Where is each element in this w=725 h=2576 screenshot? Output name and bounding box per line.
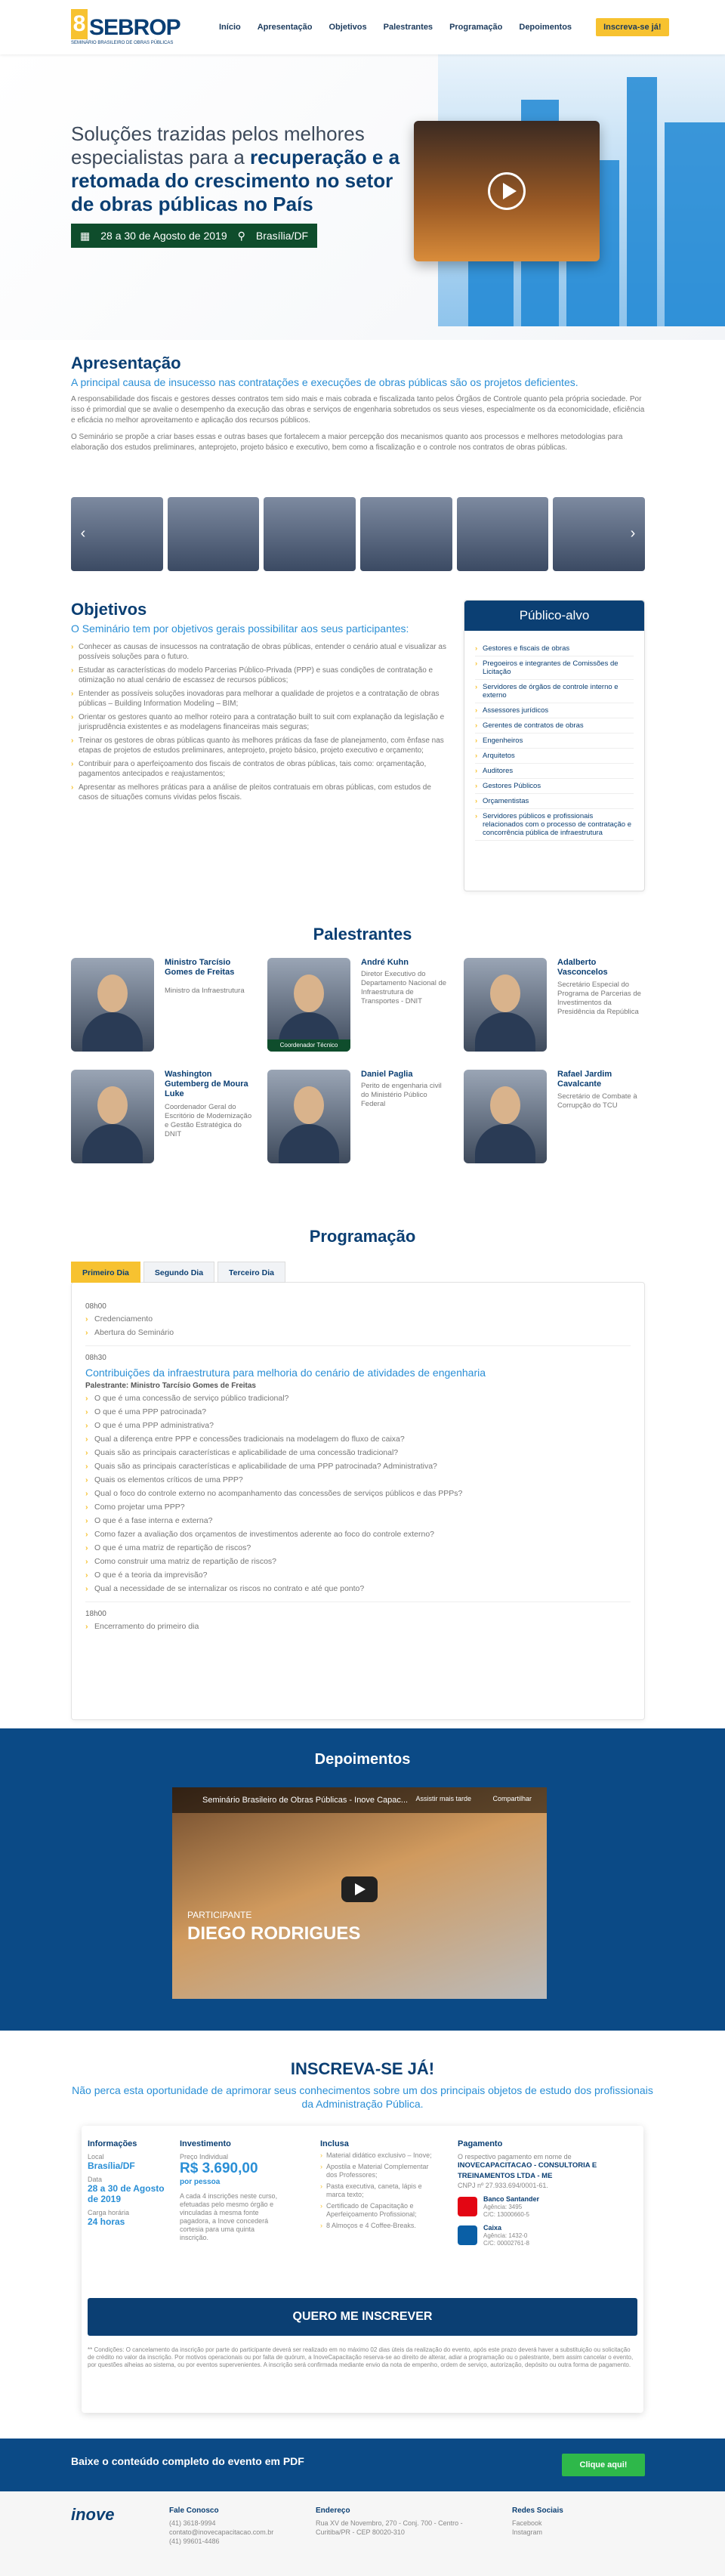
bank-name: Banco Santander [483, 2195, 540, 2203]
list-item: › Orientar os gestores quanto ao melhor roteiro para a contratação built to suit com explanação da legislação e jurisprudência existentes e as modelagens financeiras mais seguras; [71, 712, 449, 732]
price-label: Preço Individual [180, 2153, 229, 2161]
apresentacao-section [71, 354, 645, 453]
hero-date-badge [71, 224, 317, 248]
list-item: › Qual a necessidade de se internalizar os riscos no contrato e até que ponto? [85, 1583, 631, 1594]
price-note: A cada 4 inscrições neste curso, efetuadas pelo mesmo órgão e vinculadas à mesma fonte pagadora, a Inove concederá cortesia para uma quinta inscrição. [180, 2192, 278, 2241]
session-speaker: Palestrante: Ministro Tarcísio Gomes de Freitas [85, 1382, 256, 1390]
objetivos-subtitle: O Seminário tem por objetivos gerais possibilitar aos seus participantes: [71, 622, 409, 635]
list-item: › Material didático exclusivo – Inove; [320, 2151, 433, 2160]
hours-label: Carga horária [88, 2209, 130, 2216]
list-item: › Apresentar as melhores práticas para a análise de pleitos contratuais em obras públicas, com estudos de casos de situações comuns vividas pelos fiscais. [71, 783, 449, 802]
testimonial-video[interactable] [172, 1787, 547, 1999]
speaker-role: Diretor Executivo do Departamento Nacional de Infraestrutura de Transportes - DNIT [361, 970, 447, 1005]
info-title: Informações [88, 2139, 137, 2148]
logo[interactable] [71, 9, 180, 47]
speaker-card[interactable] [71, 1070, 252, 1168]
chevron-right-icon[interactable]: › [630, 525, 636, 542]
nav-programacao[interactable]: Programação [449, 23, 503, 32]
instagram-link[interactable]: Instagram [512, 2528, 543, 2536]
list-item: › Gestores e fiscais de obras [475, 641, 634, 656]
list-item: › Pregoeiros e integrantes de Comissões de Licitação [475, 656, 634, 680]
santander-icon [458, 2197, 477, 2216]
bank-agency: Agência: 1432-0 [483, 2232, 528, 2239]
tab-primeiro-dia[interactable]: Primeiro Dia [71, 1262, 140, 1283]
nav-inscreva-button[interactable]: Inscreva-se já! [596, 18, 668, 36]
footer-logo[interactable]: inove [71, 2505, 115, 2524]
conditions-text: ** Condições: O cancelamento da inscrição por parte do participante deverá ser realizado em no máximo 02 dias úteis da realização do evento, após este prazo deverá haver a substituição ou solicitação de crédito no valor da inscrição. Por motivos operacionais ou por falta de quórum, a InoveCapacitação reserva-se ao direito de alterar, adiar a programação ou o palestrante, bem assim cancelar o evento, por questões alheias ao sistema, ou por eventos supervenientes. A inscrição será confirmada mediante envio da nota de empenho, ordem de serviço, autorização, depósito ou outra forma de pagamento. [88, 2346, 634, 2368]
speaker-photo [71, 958, 154, 1052]
list-item: › O que é uma concessão de serviço público tradicional? [85, 1393, 631, 1404]
tab-terceiro-dia[interactable]: Terceiro Dia [218, 1262, 285, 1283]
date-value: 28 a 30 de Agosto de 2019 [88, 2183, 165, 2204]
speaker-name: Rafael Jardim Cavalcante [557, 1070, 612, 1089]
list-item: › O que é uma PPP administrativa? [85, 1420, 631, 1431]
list-item: › Treinar os gestores de obras públicas quanto às melhores práticas da fase de planejamento, com ênfase nas etapas de projetos de estudos preliminares, anteprojeto, projeto básico, projeto executivo e orçamento; [71, 736, 449, 755]
list-item: › Arquitetos [475, 749, 634, 764]
registration-card [82, 2126, 643, 2413]
speaker-name: André Kuhn [361, 958, 409, 967]
apresentacao-paragraph-2: O Seminário se propõe a criar bases essas e outras bases que fortalecem a maior percepção dos mecanismos quanto aos processos e melhores metodologias para elaboração dos estudos preliminares, anteprojeto, projeto básico e executivo, bem como a fiscalização e o controle nos contratos de obras públicas. [71, 433, 623, 452]
speaker-card[interactable] [464, 958, 645, 1056]
list-item: › Como projetar uma PPP? [85, 1502, 631, 1512]
schedule-panel [71, 1282, 645, 1720]
investimento-column [180, 2139, 278, 2242]
bank-agency: Agência: 3495 [483, 2204, 523, 2210]
speaker-photo [71, 1070, 154, 1163]
list-item: › Encerramento do primeiro dia [85, 1621, 631, 1632]
list-item: › Abertura do Seminário [85, 1327, 631, 1338]
list-item: › Servidores públicos e profissionais relacionados com o processo de contratação e concorrência pública de infraestrutura [475, 809, 634, 841]
hero-place: Brasília/DF [255, 230, 309, 242]
list-item: › Servidores de órgãos de controle interno e externo [475, 680, 634, 703]
tab-segundo-dia[interactable]: Segundo Dia [143, 1262, 214, 1283]
photo-gallery [71, 497, 645, 571]
publico-alvo-card [464, 600, 645, 891]
publico-alvo-title: Público-alvo [464, 601, 644, 631]
location-pin-icon: ⚲ [237, 230, 245, 242]
price-per: por pessoa [180, 2178, 221, 2186]
speaker-role: Coordenador Geral do Escritório de Modernização e Gestão Estratégica do DNIT [165, 1103, 252, 1138]
list-item: › Conhecer as causas de insucessos na contratação de obras públicas, entender o cenário atual e visualizar as possíveis soluções para o futuro. [71, 642, 449, 662]
phone-link[interactable]: (41) 3618-9994 [169, 2519, 216, 2527]
objetivos-section [71, 600, 449, 806]
footer-social-title: Redes Sociais [512, 2507, 563, 2515]
watch-later-button[interactable]: Assistir mais tarde [415, 1795, 471, 1802]
depoimentos-section [0, 1728, 725, 2031]
nav-objetivos[interactable]: Objetivos [329, 23, 367, 32]
programacao-title: Programação [309, 1227, 416, 1246]
list-item: › Contribuir para o aperfeiçoamento dos fiscais de contratos de obras públicas, tais como: orçamentação, pagamentos antecipados e reajustamentos; [71, 759, 449, 779]
address-text: Rua XV de Novembro, 270 - Conj. 700 - Centro - Curitiba/PR - CEP 80020-310 [316, 2519, 463, 2536]
speaker-name: Ministro Tarcísio Gomes de Freitas [165, 958, 235, 977]
speaker-photo [267, 958, 350, 1052]
logo-tagline: SEMINÁRIO BRASILEIRO DE OBRAS PÚBLICAS [71, 41, 174, 45]
nav-depoimentos[interactable]: Depoimentos [519, 23, 572, 32]
youtube-play-icon[interactable] [341, 1876, 378, 1902]
inscreva-subtitle: Não perca esta oportunidade de aprimorar seus conhecimentos sobre um dos principais objetos de estudo dos profissionais da Administração Pública. [72, 2084, 653, 2110]
list-item: › O que é a fase interna e externa? [85, 1515, 631, 1526]
list-item: › Qual o foco do controle externo no acompanhamento das concessões de serviços públicos e das PPPs? [85, 1488, 631, 1499]
list-item: › Engenheiros [475, 734, 634, 749]
speaker-photo [464, 958, 547, 1052]
coordenador-badge: Coordenador Técnico [267, 1039, 350, 1052]
pdf-banner [0, 2439, 725, 2491]
local-label: Local [88, 2153, 104, 2161]
list-item: › Certificado de Capacitação e Aperfeiçoamento Profissional; [320, 2202, 433, 2219]
caixa-icon [458, 2225, 477, 2245]
email-link[interactable]: contato@inovecapacitacao.com.br [169, 2528, 274, 2536]
speaker-role: Ministro da Infraestrutura [165, 987, 245, 995]
list-item: › Assessores jurídicos [475, 703, 634, 718]
footer-social [512, 2507, 618, 2537]
bank-account: C/C: 13000660-5 [483, 2211, 529, 2218]
nav-apresentacao[interactable]: Apresentação [257, 23, 313, 32]
list-item: › Pasta executiva, caneta, lápis e marca texto; [320, 2182, 433, 2199]
programacao-section [71, 1262, 645, 1720]
gallery-photo[interactable] [264, 497, 356, 571]
time: 08h30 [85, 1354, 106, 1362]
apresentacao-title: Apresentação [71, 354, 181, 372]
inclusa-title: Inclusa [320, 2139, 349, 2148]
speaker-role: Secretário de Combate à Corrupção do TCU [557, 1092, 637, 1110]
gallery-photo[interactable] [360, 497, 452, 571]
share-button[interactable]: Compartilhar [492, 1795, 532, 1802]
list-item: › O que é a teoria da imprevisão? [85, 1570, 631, 1580]
speaker-card[interactable] [267, 958, 449, 1056]
pdf-text: Baixe o conteúdo completo do evento em PDF [71, 2455, 304, 2467]
nav-palestrantes[interactable]: Palestrantes [383, 23, 433, 32]
pagamento-column [458, 2139, 631, 2253]
pdf-download-button[interactable]: Clique aqui! [562, 2454, 645, 2476]
info-column [88, 2139, 171, 2227]
objetivos-title: Objetivos [71, 600, 147, 619]
hero-date: 28 a 30 de Agosto de 2019 [100, 230, 227, 242]
main-nav [219, 20, 686, 35]
site-footer [0, 2491, 725, 2576]
speaker-role: Perito de engenharia civil do Ministério Público Federal [361, 1082, 442, 1108]
list-item: › 8 Almoços e 4 Coffee-Breaks. [320, 2222, 433, 2230]
speaker-card[interactable] [267, 1070, 449, 1168]
speaker-role: Secretário Especial do Programa de Parcerias de Investimentos da Presidência da República [557, 981, 641, 1016]
inclusa-column [320, 2139, 433, 2230]
list-item: › Credenciamento [85, 1314, 631, 1324]
apresentacao-paragraph-1: A responsabilidade dos fiscais e gestores desses contratos tem sido mais e mais cobrada e fiscalizada tanto pelos Órgãos de Controle quanto pela própria sociedade. Por isso é primordial que se avalie o desempenho da execução das obras e serviços de engenharia sobretudos os seus vieses, especialmente os da economicidade, eficiência e eficácia no melhor aproveitamento e aplicação dos recursos públicos. [71, 395, 645, 425]
day-tabs [71, 1262, 645, 1283]
bank-name: Caixa [483, 2224, 502, 2232]
list-item: › Auditores [475, 764, 634, 779]
bank-account: C/C: 00002761-8 [483, 2240, 529, 2247]
payment-text: O respectivo pagamento em nome de [458, 2153, 572, 2161]
logo-name: SEBROP [89, 15, 180, 40]
inscreva-title: INSCREVA-SE JÁ! [290, 2059, 435, 2078]
list-item: › Orçamentistas [475, 794, 634, 809]
play-icon[interactable] [488, 172, 526, 210]
calendar-icon: ▦ [80, 230, 91, 242]
speaker-photo [464, 1070, 547, 1163]
logo-number: 8 [71, 9, 88, 39]
price: R$ 3.690,00 [180, 2161, 258, 2176]
hero-video[interactable] [414, 121, 600, 261]
site-header [0, 0, 725, 54]
list-item: › Quais são as principais características e aplicabilidade de uma PPP patrocinada? Administrativa? [85, 1461, 631, 1472]
list-item: › O que é uma PPP patrocinada? [85, 1407, 631, 1417]
time: 08h00 [85, 1302, 106, 1311]
footer-contact-title: Fale Conosco [169, 2507, 219, 2515]
list-item: › Quais são as principais características e aplicabilidade de uma concessão tradicional? [85, 1447, 631, 1458]
footer-contact [169, 2507, 290, 2546]
gallery-photo[interactable] [168, 497, 260, 571]
list-item: › Apostila e Material Complementar dos Professores; [320, 2163, 433, 2179]
palestrantes-title: Palestrantes [313, 925, 412, 944]
footer-address [316, 2507, 467, 2537]
list-item: › Estudar as características do modelo Parcerias Público-Privada (PPP) e suas condições de contratação e otimização no atual cenário de escassez de recursos públicos; [71, 666, 449, 685]
list-item: › Como fazer a avaliação dos orçamentos de investimentos aderente ao foco do controle externo? [85, 1529, 631, 1540]
gallery-photo[interactable] [457, 497, 549, 571]
list-item: › Gerentes de contratos de obras [475, 718, 634, 734]
speaker-name: Adalberto Vasconcelos [557, 958, 608, 977]
speaker-card[interactable] [464, 1070, 645, 1168]
hours-value: 24 horas [88, 2216, 125, 2227]
speaker-card[interactable] [71, 958, 252, 1056]
facebook-link[interactable]: Facebook [512, 2519, 542, 2527]
depoimentos-title: Depoimentos [314, 1751, 411, 1768]
chevron-left-icon[interactable]: ‹ [80, 525, 86, 542]
speaker-photo [267, 1070, 350, 1163]
local-value: Brasília/DF [88, 2161, 135, 2171]
video-title[interactable]: Seminário Brasileiro de Obras Públicas - Inove Capac... [172, 1787, 547, 1813]
time: 18h00 [85, 1610, 106, 1618]
payment-cnpj: CNPJ nº 27.933.694/0001-61. [458, 2182, 548, 2189]
hero-title: Soluções trazidas pelos melhores especialistas para a recuperação e a retomada do crescimento no setor de obras públicas no País [71, 122, 400, 215]
inscreva-section [0, 2031, 725, 2439]
whatsapp-link[interactable]: (41) 99601-4486 [169, 2537, 220, 2545]
hero-section [0, 54, 725, 340]
speaker-name: Daniel Paglia [361, 1070, 413, 1079]
list-item: › Entender as possíveis soluções inovadoras para melhorar a qualidade de projetos e a contratação de obras públicas – Building Information Modeling – BIM; [71, 689, 449, 709]
apresentacao-subtitle: A principal causa de insucesso nas contratações e execuções de obras públicas são os projetos deficientes. [71, 376, 578, 388]
list-item: › O que é uma matriz de repartição de riscos? [85, 1543, 631, 1553]
participant-name: DIEGO RODRIGUES [187, 1923, 361, 1944]
nav-inicio[interactable]: Início [219, 23, 241, 32]
quero-me-inscrever-button[interactable]: QUERO ME INSCREVER [88, 2298, 637, 2336]
pagamento-title: Pagamento [458, 2139, 503, 2148]
list-item: › Quais os elementos críticos de uma PPP? [85, 1475, 631, 1485]
date-label: Data [88, 2176, 103, 2183]
participant-label: PARTICIPANTE [187, 1910, 252, 1920]
speaker-name: Washington Gutemberg de Moura Luke [165, 1070, 248, 1098]
list-item: › Qual a diferença entre PPP e concessões tradicionais na modelagem do fluxo de caixa? [85, 1434, 631, 1444]
payment-company: INOVECAPACITACAO - CONSULTORIA E TREINAMENTOS LTDA - ME [458, 2161, 597, 2180]
session-title: Contribuições da infraestrutura para melhoria do cenário de atividades de engenharia [85, 1367, 486, 1379]
publico-alvo-list [464, 631, 644, 851]
footer-address-title: Endereço [316, 2507, 350, 2515]
list-item: › Como construir uma matriz de repartição de riscos? [85, 1556, 631, 1567]
list-item: › Gestores Públicos [475, 779, 634, 794]
investimento-title: Investimento [180, 2139, 231, 2148]
objetivos-list [71, 642, 449, 802]
